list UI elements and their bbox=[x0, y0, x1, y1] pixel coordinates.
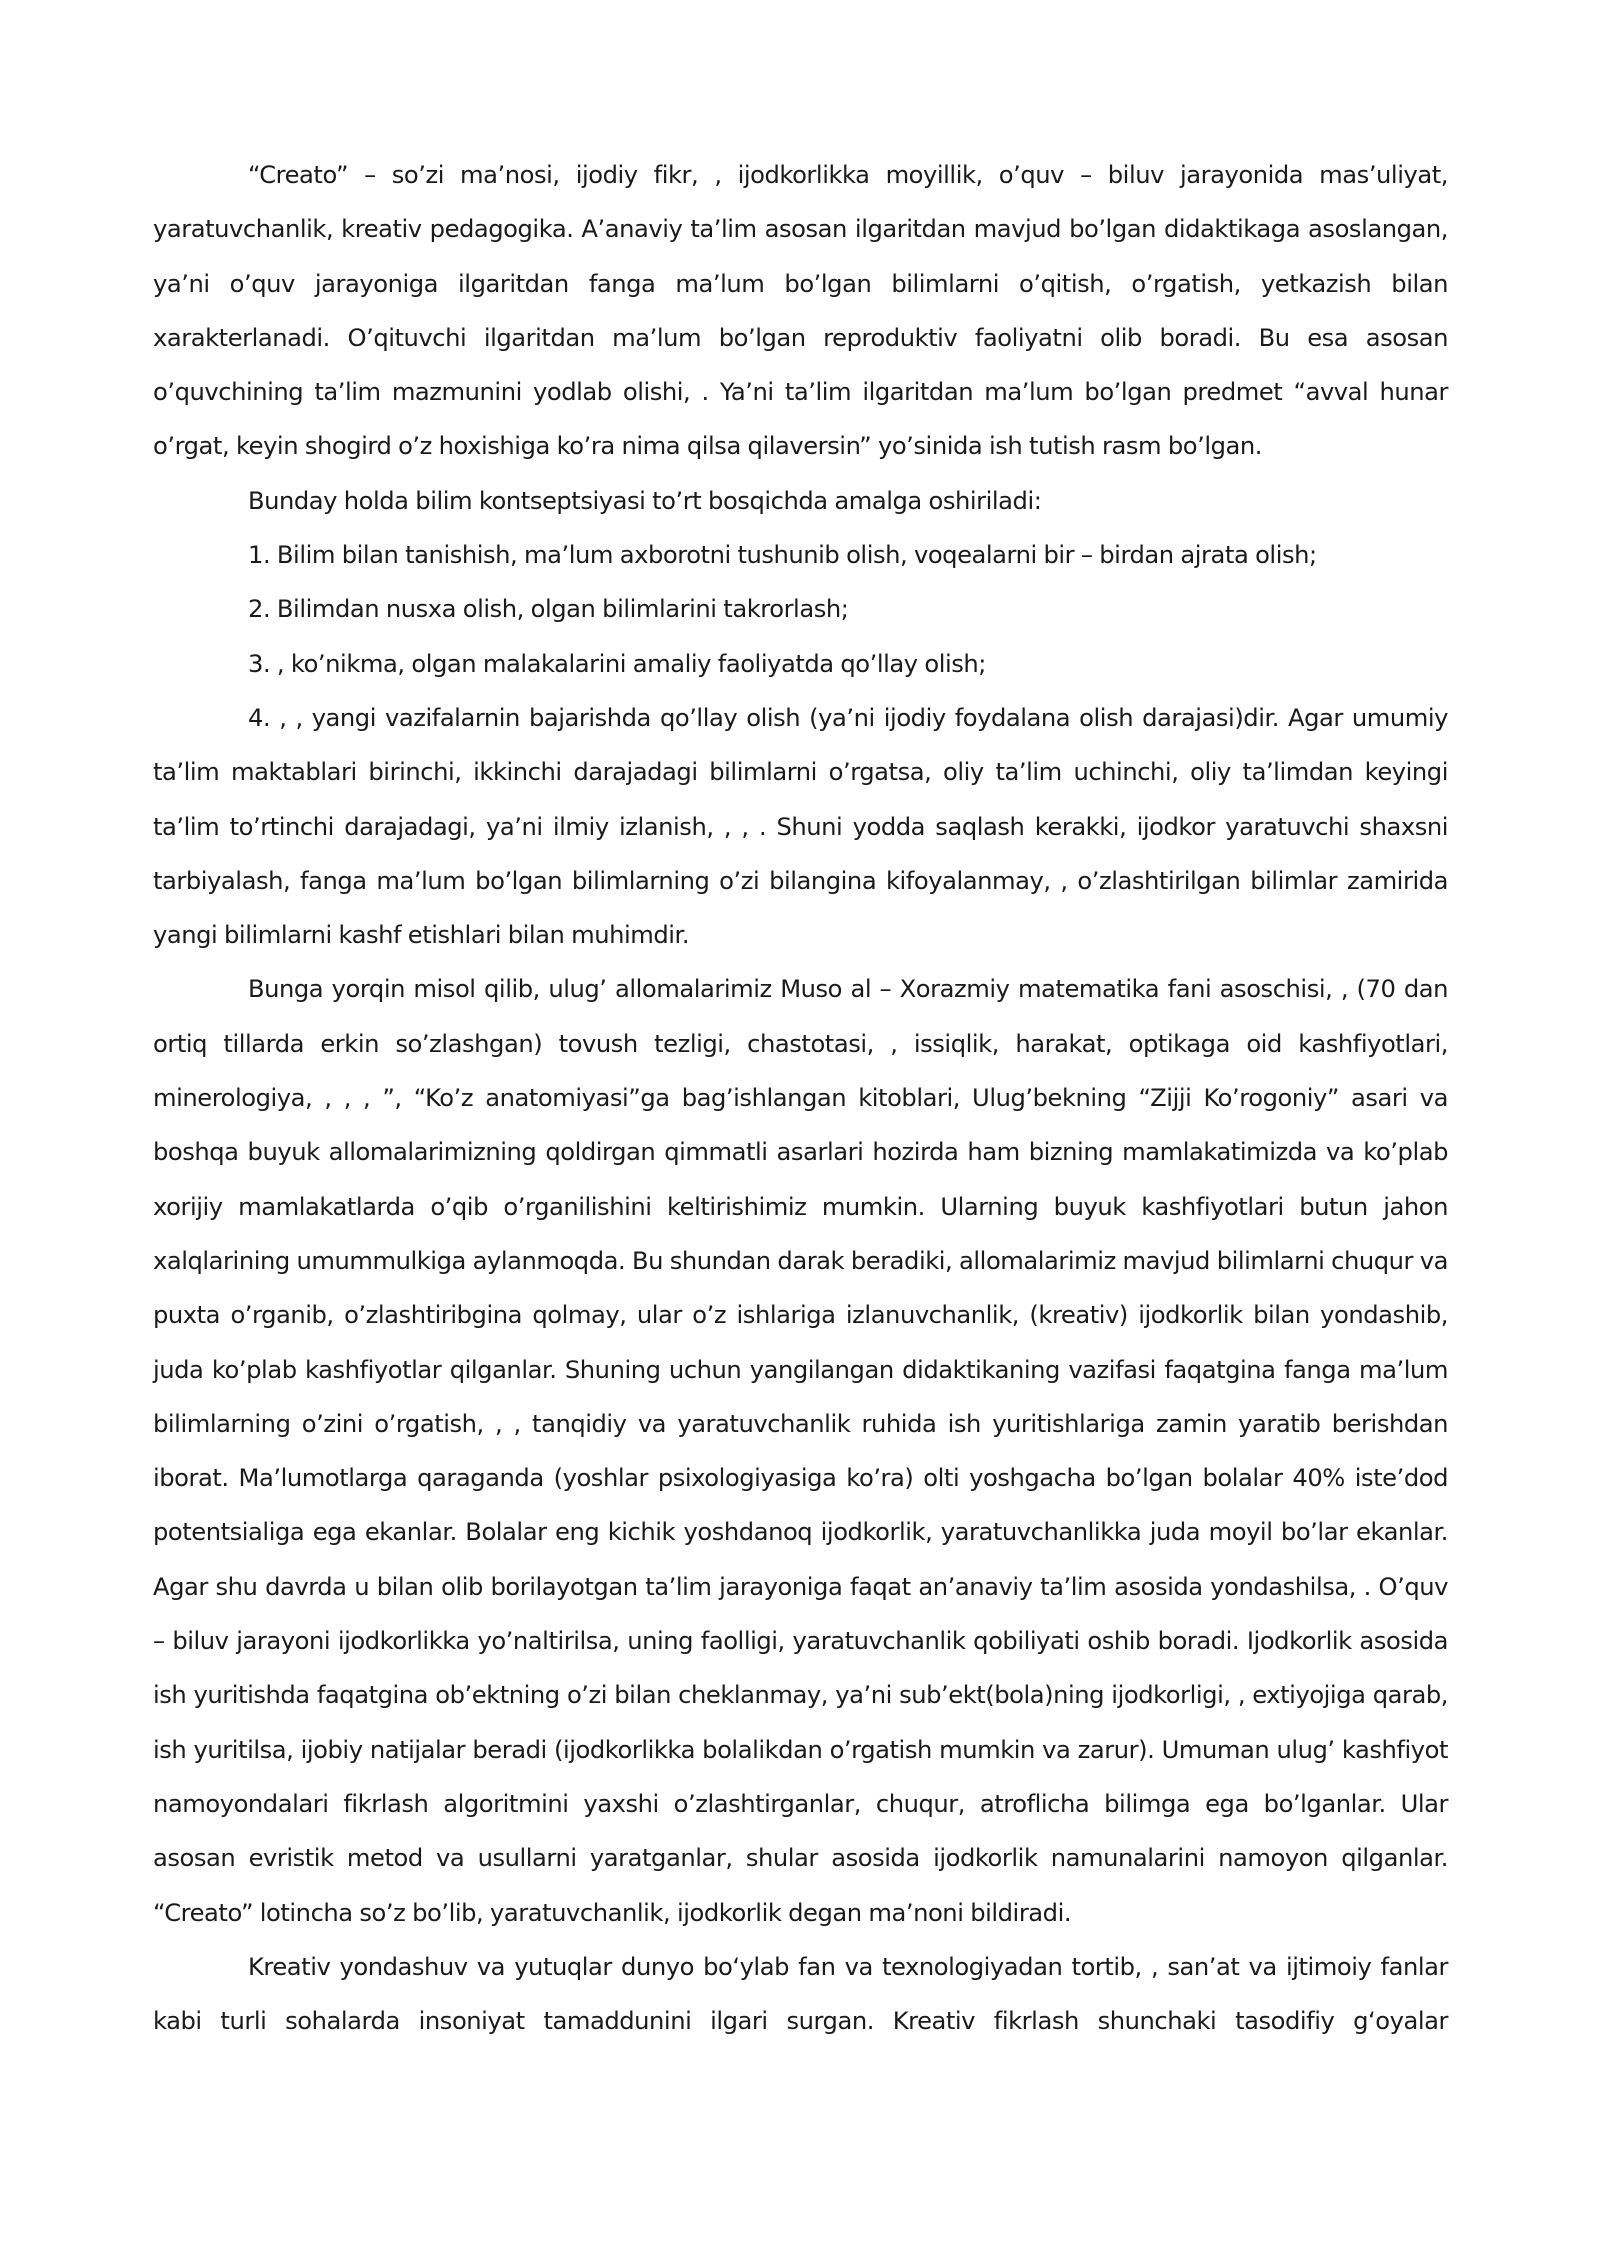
list-item-stage-1: 1. Bilim bilan tanishish, ma’lum axborotni tushunib olish, voqealarni bir – birdan ajrata olish; bbox=[248, 541, 1317, 570]
list-item-stage-3: 3. , ko’nikma, olgan malakalarini amaliy faoliyatda qo’llay olish; bbox=[248, 649, 987, 678]
paragraph-creato-definition: “Creato” – so’zi ma’nosi, ijodiy fikr, , ijodkorlikka moyillik, o’quv – biluv jarayonida mas’uliyat, yaratuvchanlik, kreativ pedagogika. A’anaviy ta’lim asosan ilgaritdan mavjud bo’lgan didaktikaga asoslangan, ya’ni o’quv jarayoniga ilgaritdan fanga ma’lum bo’lgan bilimlarni o’qitish, o’rgatish, yetkazish bilan xarakterlanadi. O’qituvchi ilgaritdan ma’lum bo’lgan reproduktiv faoliyatni olib boradi. Bu esa asosan o’quvchining ta’lim mazmunini yodlab olishi, . Ya’ni ta’lim ilgaritdan ma’lum bo’lgan predmet “avval hunar o’rgat, keyin shogird o’z hoxishiga ko’ra nima qilsa qilaversin” yo’sinida ish tutish rasm bo’lgan. bbox=[153, 161, 1448, 461]
list-item-stage-4: 4. , , yangi vazifalarnin bajarishda qo’llay olish (ya’ni ijodiy foydalana olish darajasi)dir. Agar umumiy ta’lim maktablari birinchi, ikkinchi darajadagi bilimlarni o’rgatsa, oliy ta’lim uchinchi, oliy ta’limdan keyingi ta’lim to’rtinchi darajadagi, ya’ni ilmiy izlanish, , , . Shuni yodda saqlash kerakki, ijodkor yaratuvchi shaxsni tarbiyalash, fanga ma’lum bo’lgan bilimlarning o’zi bilangina kifoyalanmay, , o’zlashtirilgan bilimlar zamirida yangi bilimlarni kashf etishlari bilan muhimdir. bbox=[153, 703, 1448, 950]
list-item-stage-2: 2. Bilimdan nusxa olish, olgan bilimlarini takrorlash; bbox=[248, 595, 849, 624]
paragraph-scholars-example: Bunga yorqin misol qilib, ulug’ allomalarimiz Muso al – Xorazmiy matematika fani asoschisi, , (70 dan ortiq tillarda erkin so’zlashgan) tovush tezligi, chastotasi, , issiqlik, harakat, optikaga oid kashfiyotlari, minerologiya, , , , ”, “Ko’z anatomiyasi”ga bag’ishlangan kitoblari, Ulug’bekning “Zijji Ko’rogoniy” asari va boshqa buyuk allomalarimizning qoldirgan qimmatli asarlari hozirda ham bizning mamlakatimizda va ko’plab xorijiy mamlakatlarda o’qib o’rganilishini keltirishimiz mumkin. Ularning buyuk kashfiyotlari butun jahon xalqlarining umummulkiga aylanmoqda. Bu shundan darak beradiki, allomalarimiz mavjud bilimlarni chuqur va puxta o’rganib, o’zlashtiribgina qolmay, ular o’z ishlariga izlanuvchanlik, (kreativ) ijodkorlik bilan yondashib, juda ko’plab kashfiyotlar qilganlar. Shuning uchun yangilangan didaktikaning vazifasi faqatgina fanga ma’lum bilimlarning o’zini o’rgatish, , , tanqidiy va yaratuvchanlik ruhida ish yuritishlariga zamin yaratib berishdan iborat. Ma’lumotlarga qaraganda (yoshlar psixologiyasiga ko’ra) olti yoshgacha bo’lgan bolalar 40% iste’dod potentsialiga ega ekanlar. Bolalar eng kichik yoshdanoq ijodkorlik, yaratuvchanlikka juda moyil bo’lar ekanlar. Agar shu davrda u bilan olib borilayotgan ta’lim jarayoniga faqat an’anaviy ta’lim asosida yondashilsa, . O’quv – biluv jarayoni ijodkorlikka yo’naltirilsa, uning faolligi, yaratuvchanlik qobiliyati oshib boradi. Ijodkorlik asosida ish yuritishda faqatgina ob’ektning o’zi bilan cheklanmay, ya’ni sub’ekt(bola)ning ijodkorligi, , extiyojiga qarab, ish yuritilsa, ijobiy natijalar beradi (ijodkorlikka bolalikdan o’rgatish mumkin va zarur). Umuman ulug’ kashfiyot namoyondalari fikrlash algoritmini yaxshi o’zlashtirganlar, chuqur, atroflicha bilimga ega bo’lganlar. Ular asosan evristik metod va usullarni yaratganlar, shular asosida ijodkorlik namunalarini namoyon qilganlar. “Creato” lotincha so’z bo’lib, yaratuvchanlik, ijodkorlik degan ma’noni bildiradi. bbox=[153, 975, 1448, 1927]
document-page bbox=[153, 148, 1448, 2048]
paragraph-creative-approach: Kreativ yondashuv va yutuqlar dunyo bo‘ylab fan va texnologiyadan tortib, , san’at va ijtimoiy fanlar kabi turli sohalarda insoniyat tamaddunini ilgari surgan. Kreativ fikrlash shunchaki tasodifiy g‘oyalar bbox=[153, 1952, 1448, 2036]
paragraph-four-stages-intro: Bunday holda bilim kontseptsiyasi to’rt bosqichda amalga oshiriladi: bbox=[248, 486, 1042, 515]
